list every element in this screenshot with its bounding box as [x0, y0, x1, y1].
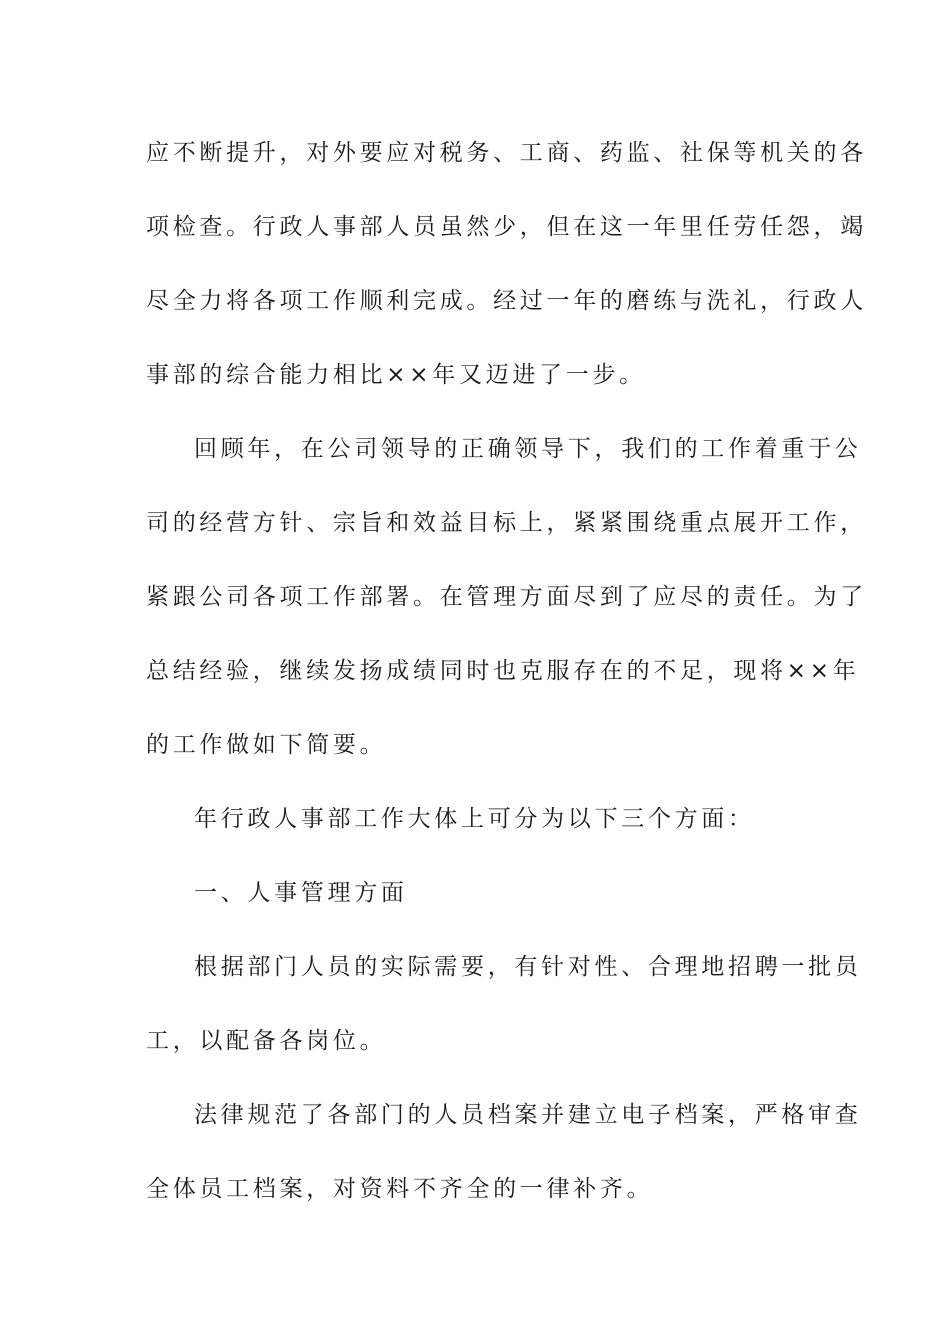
text-line: 尽全力将各项工作顺利完成。经过一年的磨练与洗礼，行政人: [146, 288, 867, 314]
text-line: 紧跟公司各项工作部署。在管理方面尽到了应尽的责任。为了: [146, 584, 867, 610]
document-body: [146, 128, 867, 1238]
text-line: 司的经营方针、宗旨和效益目标上，紧紧围绕重点展开工作，: [146, 510, 867, 536]
text-line: 项检查。行政人事部人员虽然少，但在这一年里任劳任怨，竭: [146, 214, 867, 240]
text-line: 工，以配备各岗位。: [146, 1028, 387, 1054]
section-heading: 一、人事管理方面: [194, 880, 408, 906]
paragraph-start-line: 回顾年，在公司领导的正确领导下，我们的工作着重于公: [194, 436, 862, 462]
text-line: 总结经验，继续发扬成绩同时也克服存在的不足，现将××年: [146, 658, 860, 684]
paragraph-start-line: 根据部门人员的实际需要，有针对性、合理地招聘一批员: [194, 954, 862, 980]
text-line: 全体员工档案，对资料不齐全的一律补齐。: [146, 1176, 654, 1202]
text-line: 的工作做如下简要。: [146, 732, 387, 758]
paragraph-start-line: 法律规范了各部门的人员档案并建立电子档案，严格审查: [194, 1102, 862, 1128]
text-line: 应不断提升，对外要应对税务、工商、药监、社保等机关的各: [146, 140, 867, 166]
text-line: 事部的综合能力相比××年又迈进了一步。: [146, 362, 646, 388]
paragraph-start-line: 年行政人事部工作大体上可分为以下三个方面：: [194, 806, 755, 832]
